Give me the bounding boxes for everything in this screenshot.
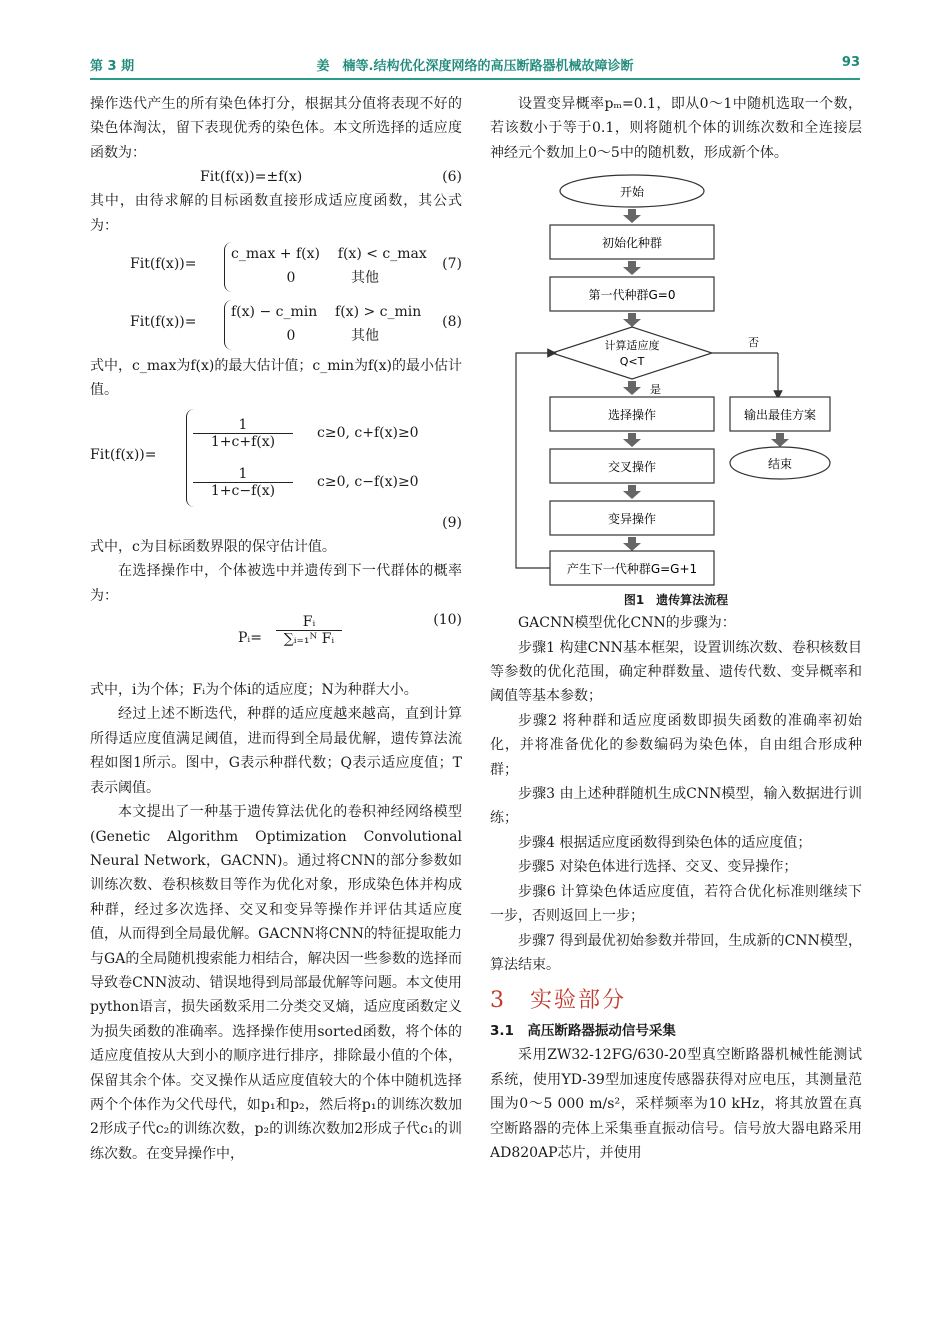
paragraph: 本文提出了一种基于遗传算法优化的卷积神经网络模型(Genetic Algorithm Optimization Convolutional Neural Network，GACNN)。通过将CNN的部分参数如训练次数、卷积核数目等作为优化对象，形成染色体并构成种群，经过多次选择、交叉和变异等操作并评估其适应度值，从而得到全局最优解。GACNN将CNN的特征提取能力与GA的全局随机搜索能力相结合，解决因一些参数的选择而导致卷CNN波动、错误地得到局部最优解等问题。本文使用python语言，损失函数采用二分类交叉熵，适应度函数定义为损失函数的准确率。选择操作使用sorted函数，将个体的适应度值按从大到小的顺序进行排序，排除最小值的个体，保留其余个体。交叉操作从适应度值较大的个体中随机选择两个个体作为父代母代，如p₁和p₂，然后将p₁的训练次数加2形成子代c₂的训练次数，p₂的训练次数加2形成子代c₁的训练次数。在变异操作中， xyxy=(90,804,462,1162)
step: 步骤2 将种群和适应度函数即损失函数的准确率初始化，并将准备优化的参数编码为染色体，自由组合形成种群； xyxy=(490,712,862,778)
paragraph: 采用ZW32-12FG/630-20型真空断路器机械性能测试系统，使用YD-39型加速度传感器获得对应电压，其测量范围为0～5 000 m/s²，采样频率为10 kHz，将其放置在真空断路器的壳体上采集垂直振动信号。信号放大器电路采用AD820AP芯片，并使用 xyxy=(490,1047,862,1161)
step: 步骤6 计算染色体适应度值，若符合优化标准则继续下一步，否则返回上一步； xyxy=(490,883,862,925)
equation-cases xyxy=(224,300,431,350)
decision-diamond xyxy=(552,327,712,379)
paragraph: 其中，由待求解的目标函数直接形成适应度函数，其公式为： xyxy=(90,193,462,234)
paragraph: 操作迭代产生的所有染色体打分，根据其分值将表现不好的染色体淘汰，留下表现优秀的染色体。本文所选择的适应度函数为： xyxy=(90,96,462,161)
case-row: $\frac{1}{1+c-f(x)}$ c≥0, c−f(x)≥0 xyxy=(193,458,463,507)
right-column xyxy=(490,92,862,1165)
equation-fraction: $\frac{\text{Fᵢ}}{\text{∑ᵢ₌₁ᴺ Fᵢ}}$ xyxy=(276,614,342,647)
case-row: $\frac{1}{1+c+f(x)}$ c≥0, c+f(x)≥0 xyxy=(193,409,463,458)
step: 步骤7 得到最优初始参数并带回，生成新的CNN模型，算法结束。 xyxy=(490,932,862,973)
step: 步骤5 对染色体进行选择、交叉、变异操作； xyxy=(518,859,798,876)
header-rule xyxy=(90,78,860,80)
paragraph: GACNN模型优化CNN的步骤为： xyxy=(518,615,736,632)
running-title: 姜 楠等.结构优化深度网络的高压断路器机械故障诊断 xyxy=(316,59,634,74)
equation-7 xyxy=(90,242,462,296)
decision-label-2: Q<T xyxy=(619,355,645,369)
select-label: 选择操作 xyxy=(607,408,657,423)
equation-lhs: Fit(f(x))= xyxy=(130,314,197,331)
end-label: 结束 xyxy=(767,457,793,472)
case-row: f(x) − c_min f(x) > c_min xyxy=(231,304,422,321)
arrow-down-icon xyxy=(623,313,641,327)
equation-10 xyxy=(90,608,462,678)
step: 步骤1 构建CNN基本框架，设置训练次数、卷积核数目等参数的优化范围，确定种群数量、遗传代数、变异概率和阈值等基本参数； xyxy=(490,639,862,705)
arrow-down-icon xyxy=(623,261,641,275)
equation-number: (10) xyxy=(433,612,462,629)
equation-9-number-row xyxy=(90,511,462,535)
mutate-label: 变异操作 xyxy=(607,512,657,527)
equation-9 xyxy=(90,409,462,511)
step: 步骤4 根据适应度函数得到染色体的适应度值； xyxy=(518,834,812,851)
flowchart xyxy=(490,171,862,589)
case-row: 0 其他 xyxy=(286,270,379,287)
issue-number: 第 3 期 xyxy=(90,59,135,74)
equation-6 xyxy=(90,165,462,189)
figure-caption: 图1 遗传算法流程 xyxy=(623,593,729,608)
subsection-heading: 3.1 高压断路器振动信号采集 xyxy=(490,1023,676,1040)
case-row: c_max + f(x) f(x) < c_max xyxy=(231,246,427,263)
equation-number: (8) xyxy=(442,314,462,331)
arrow-down-icon xyxy=(623,485,641,499)
decision-label-1: 计算适应度 xyxy=(604,339,660,353)
no-label: 否 xyxy=(748,336,759,350)
init-label: 初始化种群 xyxy=(601,236,663,251)
arrow-down-icon xyxy=(623,209,641,223)
paragraph: 设置变异概率pₘ=0.1，即从0～1中随机选取一个数，若该数小于等于0.1，则将随机个体的训练次数和全连接层神经元个数加上0～5中的随机数，形成新个体。 xyxy=(490,96,862,161)
step: 步骤3 由上述种群随机生成CNN模型，输入数据进行训练； xyxy=(490,786,862,827)
next-generation-label: 产生下一代种群G=G+1 xyxy=(566,562,698,577)
paragraph: 式中，c_max为f(x)的最大估计值；c_min为f(x)的最小估计值。 xyxy=(90,358,462,399)
paragraph: 在选择操作中，个体被选中并遗传到下一代群体的概率为： xyxy=(90,563,462,604)
equation-lhs: Pᵢ= xyxy=(238,630,262,647)
generation-label: 第一代种群G=0 xyxy=(588,288,676,303)
section-heading: 3 实验部分 xyxy=(490,988,626,1014)
cross-label: 交叉操作 xyxy=(607,460,657,475)
yes-label: 是 xyxy=(650,383,661,397)
arrow-down-icon xyxy=(623,433,641,447)
arrow-down-icon xyxy=(623,537,641,551)
left-column xyxy=(90,92,462,1166)
equation-cases xyxy=(186,409,463,507)
equation-8 xyxy=(90,300,462,354)
equation-number: (6) xyxy=(442,169,462,186)
output-label: 输出最佳方案 xyxy=(743,408,817,423)
page-number: 93 xyxy=(841,55,860,70)
paragraph: 经过上述不断迭代，种群的适应度越来越高，直到计算所得适应度值满足阈值，进而得到全局最优解，遗传算法流程如图1所示。图中，G表示种群代数；Q表示适应度值；T表示阈值。 xyxy=(90,706,462,796)
arrow-down-icon xyxy=(623,381,641,395)
loop-back-line xyxy=(516,353,552,568)
equation-cases xyxy=(224,242,431,292)
paragraph: 式中，c为目标函数界限的保守估计值。 xyxy=(90,538,336,555)
equation-lhs: Fit(f(x))= xyxy=(90,446,157,463)
case-row: 0 其他 xyxy=(286,328,379,345)
equation-body: Fit(f(x))=±f(x) xyxy=(200,169,303,186)
start-label: 开始 xyxy=(619,185,645,200)
equation-number: (9) xyxy=(442,514,462,531)
equation-number: (7) xyxy=(442,256,462,273)
paragraph: 式中，i为个体；Fᵢ为个体i的适应度；N为种群大小。 xyxy=(90,682,418,699)
equation-lhs: Fit(f(x))= xyxy=(130,256,197,273)
arrow-down-icon xyxy=(771,433,789,447)
